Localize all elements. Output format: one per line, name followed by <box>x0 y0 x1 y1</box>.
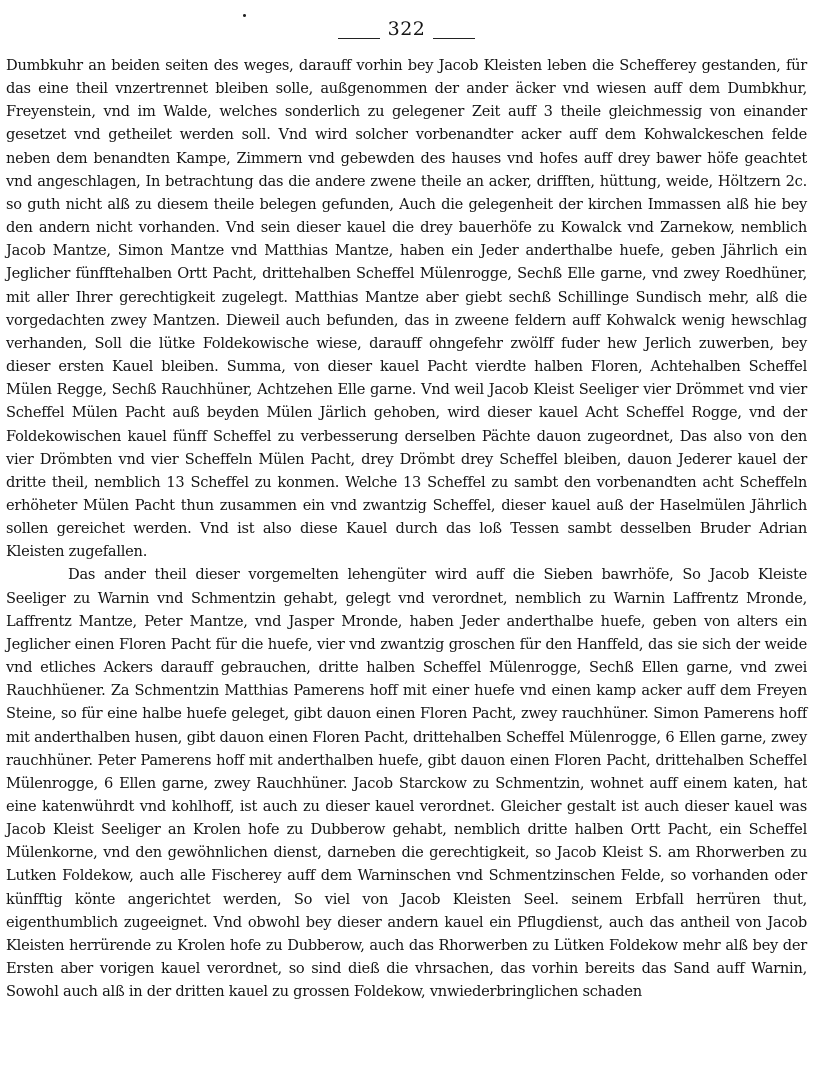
page-header <box>6 14 807 44</box>
page-number: 322 <box>387 18 426 40</box>
paragraph-2: Das ander theil dieser vorgemelten lehengüter wird auff die Sieben bawrhöfe, So Jacob Kleiste Seeliger zu Warnin vnd Schmentzin gehabt, gelegt vnd verordnet, nemblich zu Warnin Laffrentz Mronde, Laffrentz Mantze, Peter Mantze, vnd Jasper Mronde, haben Jeder anderthalbe huefe, geben von alters ein Jeglicher einen Floren Pacht für die huefe, vier vnd zwantzig groschen für den Hanffeld, das sie sich der weide vnd etliches Ackers darauff gebrauchen, dritte halben Scheffel Mülenrogge, Sechß Ellen garne, vnd zwei Rauchhüener. Za Schmentzin Matthias Pamerens hoff mit einer huefe vnd einen kamp acker auff dem Freyen Steine, so für eine halbe huefe geleget, gibt dauon einen Floren Pacht, zwey rauchhüner. Simon Pamerens hoff mit anderthalben husen, gibt dauon einen Floren Pacht, drittehalben Scheffel Mülenrogge, 6 Ellen garne, zwey rauchhüner. Peter Pamerens hoff mit anderthalben huefe, gibt dauon einen Floren Pacht, drittehalben Scheffel Mülenrogge, 6 Ellen garne, zwey Rauchhüner. Jacob Starckow zu Schmentzin, wohnet auff einem katen, hat eine katenwührdt vnd kohlhoff, ist auch zu dieser kauel verordnet. Gleicher gestalt ist auch dieser kauel was Jacob Kleist Seeliger an Krolen hofe zu Dubberow gehabt, nemblich dritte halben Ortt Pacht, ein Scheffel Mülenkorne, vnd den gewöhnlichen dienst, darneben die gerechtigkeit, so Jacob Kleist S. am Rhorwerben zu Lutken Foldekow, auch alle Fischerey auff dem Warninschen vnd Schmentzinschen Felde, so vorhanden oder künfftig könte angerichtet werden, So viel von Jacob Kleisten Seel. seinem Erbfall herrüren thut, eigenthumblich zugeeignet. Vnd obwohl bey dieser andern kauel ein Pflugdienst, auch das antheil von Jacob Kleisten herrürende zu Krolen hofe zu Dubberow, auch das Rhorwerben zu Lütken Foldekow mehr alß bey der Ersten aber vorigen kauel verordnet, so sind dieß die vhrsachen, das vorhin bereits das Sand auff Warnin, Sowohl auch alß in der dritten kauel zu grossen Foldekow, vnwiederbringlichen schaden <box>6 566 807 1001</box>
ink-speck <box>243 14 246 17</box>
paragraph-1: Dumbkuhr an beiden seiten des weges, darauff vorhin bey Jacob Kleisten leben die Schefferey gestanden, für das eine theil vnzertrennet bleiben solle, außgenommen der ander äcker vnd wiesen auff dem Dumbkhur, Freyenstein, vnd im Walde, welches sonderlich zu gelegener Zeit auff 3 theile gleichmessig von einander gesetzet vnd getheilet werden soll. Vnd wird solcher vorbenandter acker auff dem Kohwalckeschen felde neben dem benandten Kampe, Zimmern vnd gebewden des hauses vnd hofes auff drey bawer höfe geachtet vnd angeschlagen, In betrachtung das die andere zwene theile an acker, drifften, hüttung, weide, Höltzern 2c. so guth nicht alß zu diesem theile belegen gefunden, Auch die gelegenheit der kirchen Immassen alß hie bey den andern nicht vorhanden. Vnd sein dieser kauel die drey bauerhöfe zu Kowalck vnd Zarnekow, nemblich Jacob Mantze, Simon Mantze vnd Matthias Mantze, haben ein Jeder anderthalbe huefe, geben Jährlich ein Jeglicher fünfftehalben Ortt Pacht, drittehalben Scheffel Mülenrogge, Sechß Elle garne, vnd zwey Roedhüner, mit aller Ihrer gerechtigkeit zugelegt. Matthias Mantze aber giebt sechß Schillinge Sundisch mehr, alß die vorgedachten zwey Mantzen. Dieweil auch befunden, das in zweene feldern auff Kohwalck wenig hewschlag verhanden, Soll die lütke Foldekowische wiese, darauff ohngefehr zwölff fuder hew Jerlich zuwerben, bey dieser ersten Kauel bleiben. Summa, von dieser kauel Pacht vierdte halben Floren, Achtehalben Scheffel Mülen Regge, Sechß Rauchhüner, Achtzehen Elle garne. Vnd weil Jacob Kleist Seeliger vier Drömmet vnd vier Scheffel Mülen Pacht auß beyden Mülen Järlich gehoben, wird dieser kauel Acht Scheffel Rogge, vnd der Foldekowischen kauel fünff Scheffel zu verbesserung derselben Pächte dauon zugeordnet, Das also von den vier Drömbten vnd vier Scheffeln Mülen Pacht, drey Drömbt drey Scheffel bleiben, dauon Jederer kauel der dritte theil, nemblich 13 Scheffel zu konmen. Welche 13 Scheffel zu sambt den vorbenandten acht Scheffeln erhöheter Mülen Pacht thun zusammen ein vnd zwantzig Scheffel, dieser kauel auß der Haselmülen Jährlich sollen gereichet werden. Vnd ist also diese Kauel durch das loß Tessen sambt desselben Bruder Adrian Kleisten zugefallen. <box>6 57 807 561</box>
header-rule-left <box>338 38 380 39</box>
header-rule-right <box>433 38 475 39</box>
body-text <box>6 54 807 1003</box>
